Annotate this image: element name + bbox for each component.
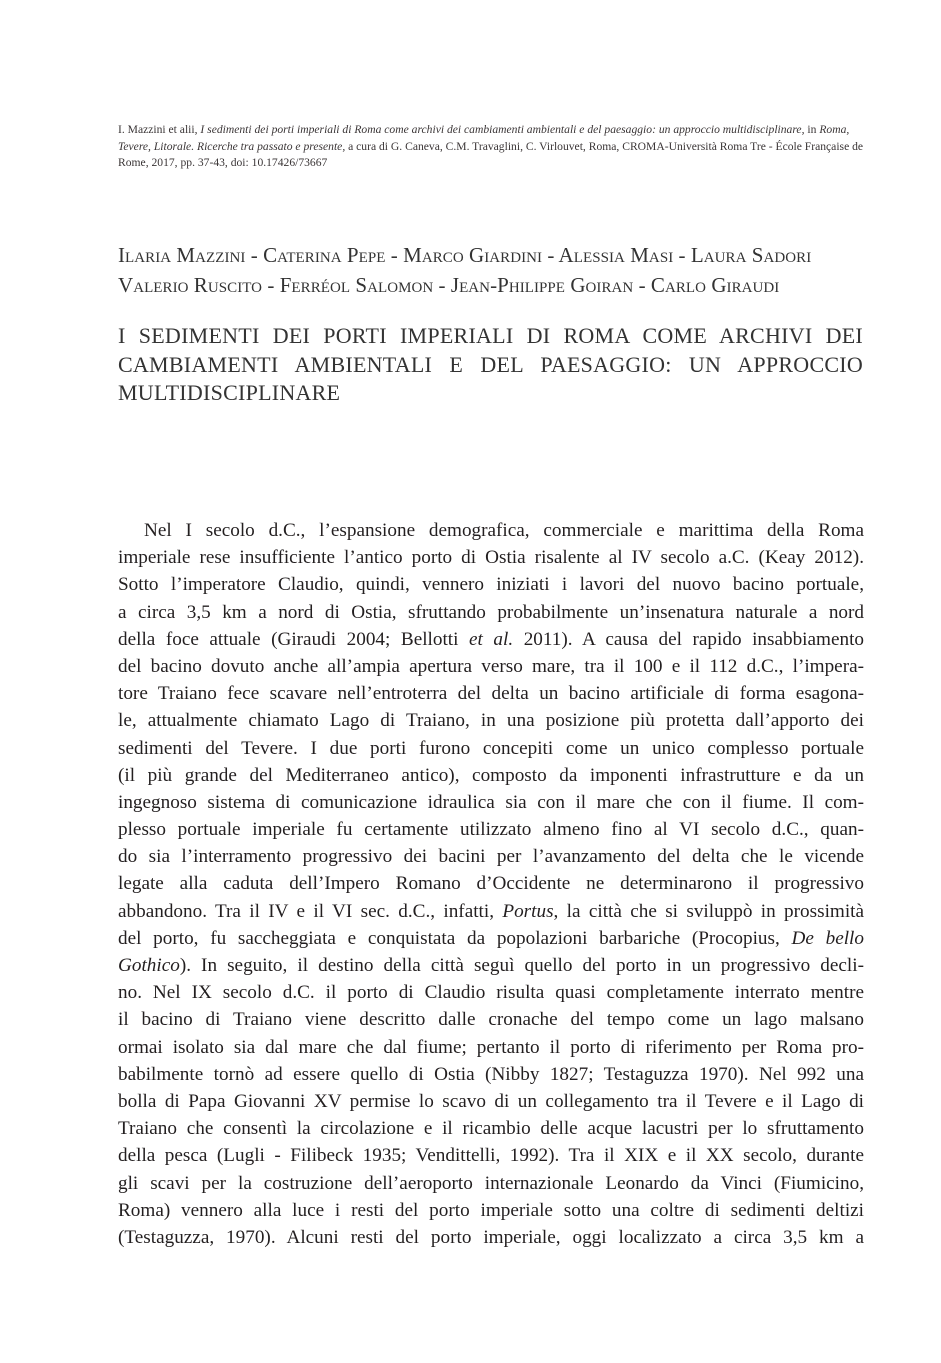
title-line: MULTIDISCIPLINARE (118, 380, 341, 405)
text-line (118, 1006, 864, 1033)
text-line (118, 599, 864, 626)
text-line (118, 843, 864, 870)
text-line (118, 544, 864, 571)
text-line (118, 979, 864, 1006)
title-line: CAMBIAMENTI AMBIENTALI E DEL PAESAGGIO: UN APPROCCIO (118, 351, 863, 377)
text-line (118, 925, 864, 952)
citation-pre: I. Mazzini et alii, (118, 123, 201, 136)
text-span: abbandono. Tra il IV e il VI sec. d.C., infatti, (118, 900, 503, 922)
text-span: Nel I secolo d.C., l’espansione demografica, commerciale e marittima della Roma (144, 520, 864, 541)
author-list (118, 240, 878, 300)
text-span: a circa 3,5 km a nord di Ostia, sfruttando probabilmente un’insenatura naturale a nord (118, 601, 864, 623)
text-span: ingegnoso sistema di comunicazione idraulica sia con il mare che con il fiume. Il com- (118, 791, 864, 813)
text-line (118, 517, 864, 544)
text-span: ormai isolato sia dal mare che dal fiume; pertanto il porto di riferimento per Roma pro- (118, 1036, 864, 1058)
italic-text: Gothico (118, 955, 180, 976)
text-span: tore Traiano fece scavare nell’entroterra del delta un bacino artificiale di forma esagona- (118, 683, 864, 705)
text-span: della foce attuale (Giraudi 2004; Bellotti (118, 628, 470, 650)
text-span: legate alla caduta dell’Impero Romano d’Occidente ne determinarono il progressivo (118, 873, 864, 895)
text-span: le, attualmente chiamato Lago di Traiano, in una posizione più protetta dall’apporto dei (118, 710, 864, 732)
citation-in: in (804, 123, 820, 136)
italic-text: De bello (791, 927, 864, 949)
text-span: no. Nel IX secolo d.C. il porto di Claudio risulta quasi completamente interrato mentre (118, 982, 864, 1004)
title-line: I SEDIMENTI DEI PORTI IMPERIALI DI ROMA COME ARCHIVI DEI (118, 323, 863, 348)
author-line: Valerio Ruscito - Ferréol Salomon - Jean-Philippe Goiran - Carlo Giraudi (118, 273, 780, 297)
author-line: Ilaria Mazzini - Caterina Pepe - Marco Giardini - Alessia Masi - Laura Sadori (118, 243, 812, 267)
text-span: Roma) vennero alla luce i resti del porto imperiale sotto una coltre di sedimenti deltizi (118, 1199, 864, 1221)
text-span: gli scavi per la costruzione dell’aeroporto internazionale Leonardo da Vinci (Fiumicino, (118, 1172, 864, 1194)
italic-text: et al. (469, 628, 514, 650)
article-title (118, 322, 863, 408)
text-line (118, 1142, 864, 1169)
text-line (118, 1115, 864, 1142)
text-span: imperiale rese insufficiente l’antico porto di Ostia risalente al IV secolo a.C. (Keay 2012). (118, 547, 864, 569)
body-paragraph (118, 517, 864, 1251)
text-line (118, 626, 864, 653)
text-line (118, 680, 864, 707)
text-line (118, 789, 864, 816)
text-line (118, 762, 864, 789)
text-span: (il più grande del Mediterraneo antico), composto da imponenti infrastrutture e da un (118, 764, 864, 786)
text-line (118, 1088, 864, 1115)
text-span: della pesca (Lugli - Filibeck 1935; Vendittelli, 1992). Tra il XIX e il XX secolo, durante (118, 1145, 864, 1167)
text-line (118, 898, 864, 925)
text-span: do sia l’interramento progressivo dei bacini per l’avanzamento del delta che le vicende (118, 846, 864, 868)
text-line (118, 735, 864, 762)
text-span: babilmente tornò ad essere quello di Ostia (Nibby 1827; Testaguzza 1970). Nel 992 una (118, 1063, 864, 1085)
text-line (118, 952, 864, 979)
text-line (118, 1197, 864, 1224)
citation-article-title: I sedimenti dei porti imperiali di Roma come archivi dei cambiamenti ambientali e del paesaggio: un approccio multidisciplinare, (200, 123, 805, 136)
text-span: , la città che si sviluppò in prossimità (553, 900, 865, 922)
text-span: (Testaguzza, 1970). Alcuni resti del porto imperiale, oggi localizzato a circa 3,5 km a (118, 1226, 864, 1248)
text-span: Traiano che consentì la circolazione e il ricambio delle acque lacustri per lo sfruttamento (118, 1118, 864, 1140)
text-span: del porto, fu saccheggiata e conquistata da popolazioni barbariche (Procopius, (118, 927, 792, 949)
text-span: bolla di Papa Giovanni XV permise lo scavo di un collegamento tra il Tevere e il Lago di (118, 1090, 864, 1112)
text-line (118, 1170, 864, 1197)
text-span: del bacino dovuto anche all’ampia apertura verso mare, tra il 100 e il 112 d.C., l’impera- (118, 655, 864, 677)
text-span: 2011). A causa del rapido insabbiamento (513, 628, 864, 650)
text-span: il bacino di Traiano viene descritto dalle cronache del tempo come un lago malsano (118, 1009, 864, 1031)
text-line (118, 1034, 864, 1061)
text-span: sedimenti del Tevere. I due porti furono concepiti come un unico complesso portuale (118, 737, 864, 759)
text-line (118, 870, 864, 897)
text-line (118, 707, 864, 734)
text-span: plesso portuale imperiale fu certamente utilizzato almeno fino al VI secolo d.C., quan- (118, 819, 864, 841)
citation-header (118, 122, 868, 172)
text-span: Sotto l’imperatore Claudio, quindi, vennero iniziati i lavori del nuovo bacino portuale, (118, 574, 864, 596)
text-line (118, 1061, 864, 1088)
text-span: ). In seguito, il destino della città seguì quello del porto in un progressivo decli- (179, 955, 864, 976)
citation-details: a cura di G. Caneva, C.M. Travaglini, C. Virlouvet, Roma, CROMA-Università Roma Tre - École Française de Rome, 2017, pp. 37-43, doi: 10.17426/73667 (118, 139, 864, 169)
text-line (118, 571, 864, 598)
citation-book-title: Roma, Tevere, Litorale. Ricerche tra passato e presente, (118, 123, 850, 153)
text-line (118, 653, 864, 680)
text-line (118, 816, 864, 843)
text-line (118, 1224, 864, 1251)
italic-text: Portus (502, 900, 554, 922)
